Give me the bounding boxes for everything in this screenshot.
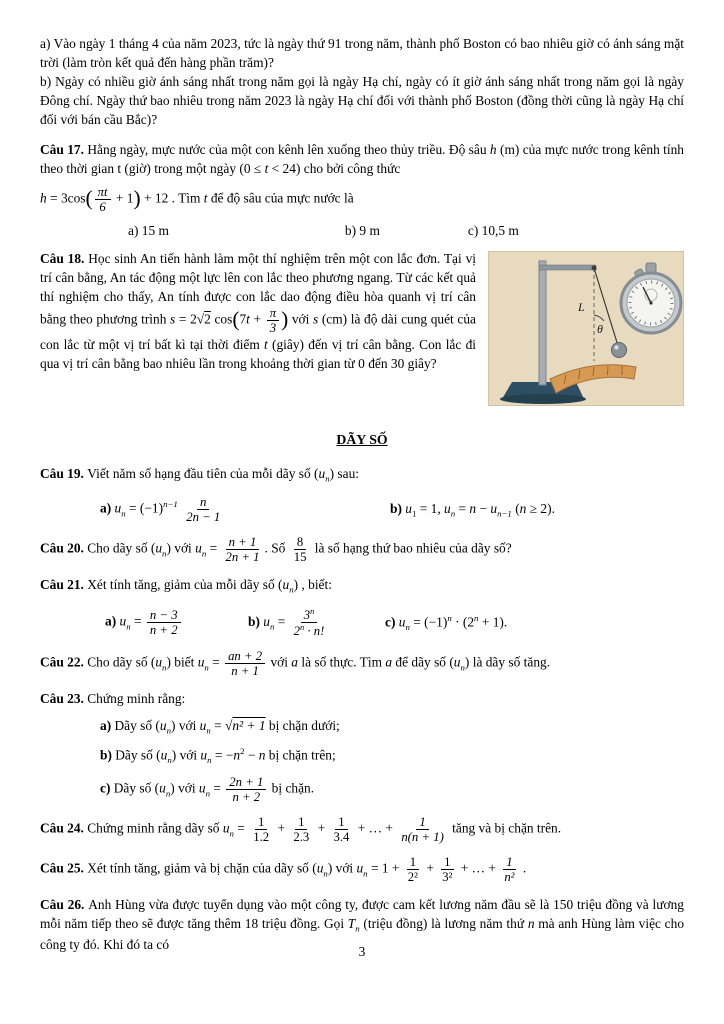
question-25: Câu 25. Xét tính tăng, giảm và bị chặn của dãy số $(u_n)$ với $u_n = 1$ + $\frac{1}{\text{2²}}$ + $\frac{1}{\text{3²}}$ + … + $\frac{1}{\text{n²}}$ . <box>40 855 527 885</box>
question-20: Câu 20. Cho dãy số $(u_n)$ với $u_n$ = $\frac{n + 1}{2n + 1}$ . Số $\frac{8}{15}$ là số hạng thứ bao nhiêu của dãy số? <box>40 535 512 565</box>
question-23-item-b: b) Dãy số $(u_n)$ với $u_n = -n^2 - n$ bị chặn trên; <box>100 746 336 766</box>
question-21-item-b: b) $u_n$ = $\frac{3^n}{2^n \cdot n!}$ <box>248 606 325 639</box>
page-number: 3 <box>358 944 366 959</box>
question-21-item-c: c) $u_n = (-1)^n \cdot (2^n + 1)$. <box>385 612 508 632</box>
question-22: Câu 22. Cho dãy số $(u_n)$ biết $u_n$ = $\frac{an + 2}{n + 1}$ với a là số thực. Tìm a để dãy số $(u_n)$ là dãy số tăng. <box>40 649 551 679</box>
question-23-text: Câu 23. Chứng minh rằng: <box>40 691 186 707</box>
question-21-items <box>40 607 684 638</box>
section-heading: DÃY SỐ <box>336 432 388 448</box>
question-24: Câu 24. Chứng minh rằng dãy số $u_n$ = $\frac{1}{1.2}$ + $\frac{1}{2.3}$ + $\frac{1}{3.4}$ + … + $\frac{1}{n(n + 1)}$ tăng và bị chặn trên. <box>40 815 562 845</box>
length-label: L <box>578 300 585 315</box>
question-17-options <box>40 223 684 239</box>
option-b: b) 9 m <box>344 223 380 239</box>
question-18: L θ Câu 18. Học sinh An tiến hành làm một thí nghiệm trên một con lắc đơn. Tại vị trí cân bằng, An tác động một lực lên con lắc theo phương ngang. Từ các kết quả thí nghiệm cho thấy, An tính được con lắc dao động điều hòa quanh vị trí cân bằng theo phương trình s = 2√2 cos(7t + $\frac{\pi}{3}$ ) với s (cm) là độ dài cung quét của con lắc từ một vị trí bất kì tại thời điểm t (giây) đến vị trí cân bằng. Con lắc đi qua vị trí cân bằng bao nhiêu lần trong khoảng thời gian từ 0 đến 30 giây? <box>40 249 684 412</box>
pendulum-experiment-image <box>488 251 684 406</box>
question-17-formula: h = 3cos( $\frac{\pi t}{6}$ + 1) + 12 . Tìm t để độ sâu của mực nước là <box>40 185 354 215</box>
question-21-item-a: a) $u_n$ = $\frac{n - 3}{n + 2}$ <box>105 608 248 637</box>
intro-paragraph-b: b) Ngày có nhiều giờ ánh sáng nhất trong năm gọi là ngày Hạ chí, ngày có ít giờ ánh sáng nhất trong năm gọi là ngày Đông chí. Ngày thứ bao nhiêu trong năm 2023 là ngày Hạ chí đối với thành phố Boston (đồng thời cũng là ngày Hạ chí đối với bán cầu Bắc)? <box>40 74 684 128</box>
question-19-item-b: b) $u_1 = 1$, $u_n = n - u_{n-1}$ (n ≥ 2). <box>390 501 555 519</box>
stand-arm <box>539 265 596 270</box>
option-c: c) 10,5 m <box>467 223 519 239</box>
question-17-text: Câu 17. Hằng ngày, mực nước của một con kênh lên xuống theo thủy triều. Độ sâu h (m) của mực nước trong kênh tính theo thời gian t (giờ) trong một ngày (0 ≤ t < 24) cho bởi công thức <box>40 142 684 177</box>
option-a: a) 15 m <box>128 223 169 239</box>
question-19-item-a: a) $u_n = (-1)^{n-1}$ $\frac{n}{2n - 1}$ <box>100 495 221 525</box>
pendulum-bob <box>612 343 627 358</box>
question-23-item-a: a) Dãy số $(u_n)$ với $u_n = √n^2 + 1$ bị chặn dưới; <box>100 718 340 736</box>
question-23-item-c: c) Dãy số $(u_n)$ với $u_n$ = $\frac{2n + 1}{n + 2}$ bị chặn. <box>100 775 315 805</box>
question-26: Câu 26. Anh Hùng vừa được tuyển dụng vào một công ty, được cam kết lương năm đầu sẽ là 150 triệu đồng và lương mỗi năm tiếp theo sẽ được tăng thêm 18 triệu đồng. Gọi $T_n$ (triệu đồng) là lương năm thứ n mà anh Hùng làm việc cho công ty đó. Khi đó ta có <box>40 897 685 953</box>
stand-pole <box>539 261 546 385</box>
question-19-text: Câu 19. Viết năm số hạng đầu tiên của mỗi dãy số $(u_n)$ sau: <box>40 466 360 484</box>
intro-paragraph-a: a) Vào ngày 1 tháng 4 của năm 2023, tức là ngày thứ 91 trong năm, thành phố Boston có bao nhiêu giờ có ánh sáng mặt trời (làm tròn kết quả đến hàng phần trăm)? <box>40 36 684 71</box>
theta-label: θ <box>597 322 603 337</box>
question-19-items <box>40 495 684 524</box>
question-21-text: Câu 21. Xét tính tăng, giảm của mỗi dãy số $(u_n)$ , biết: <box>40 577 332 596</box>
